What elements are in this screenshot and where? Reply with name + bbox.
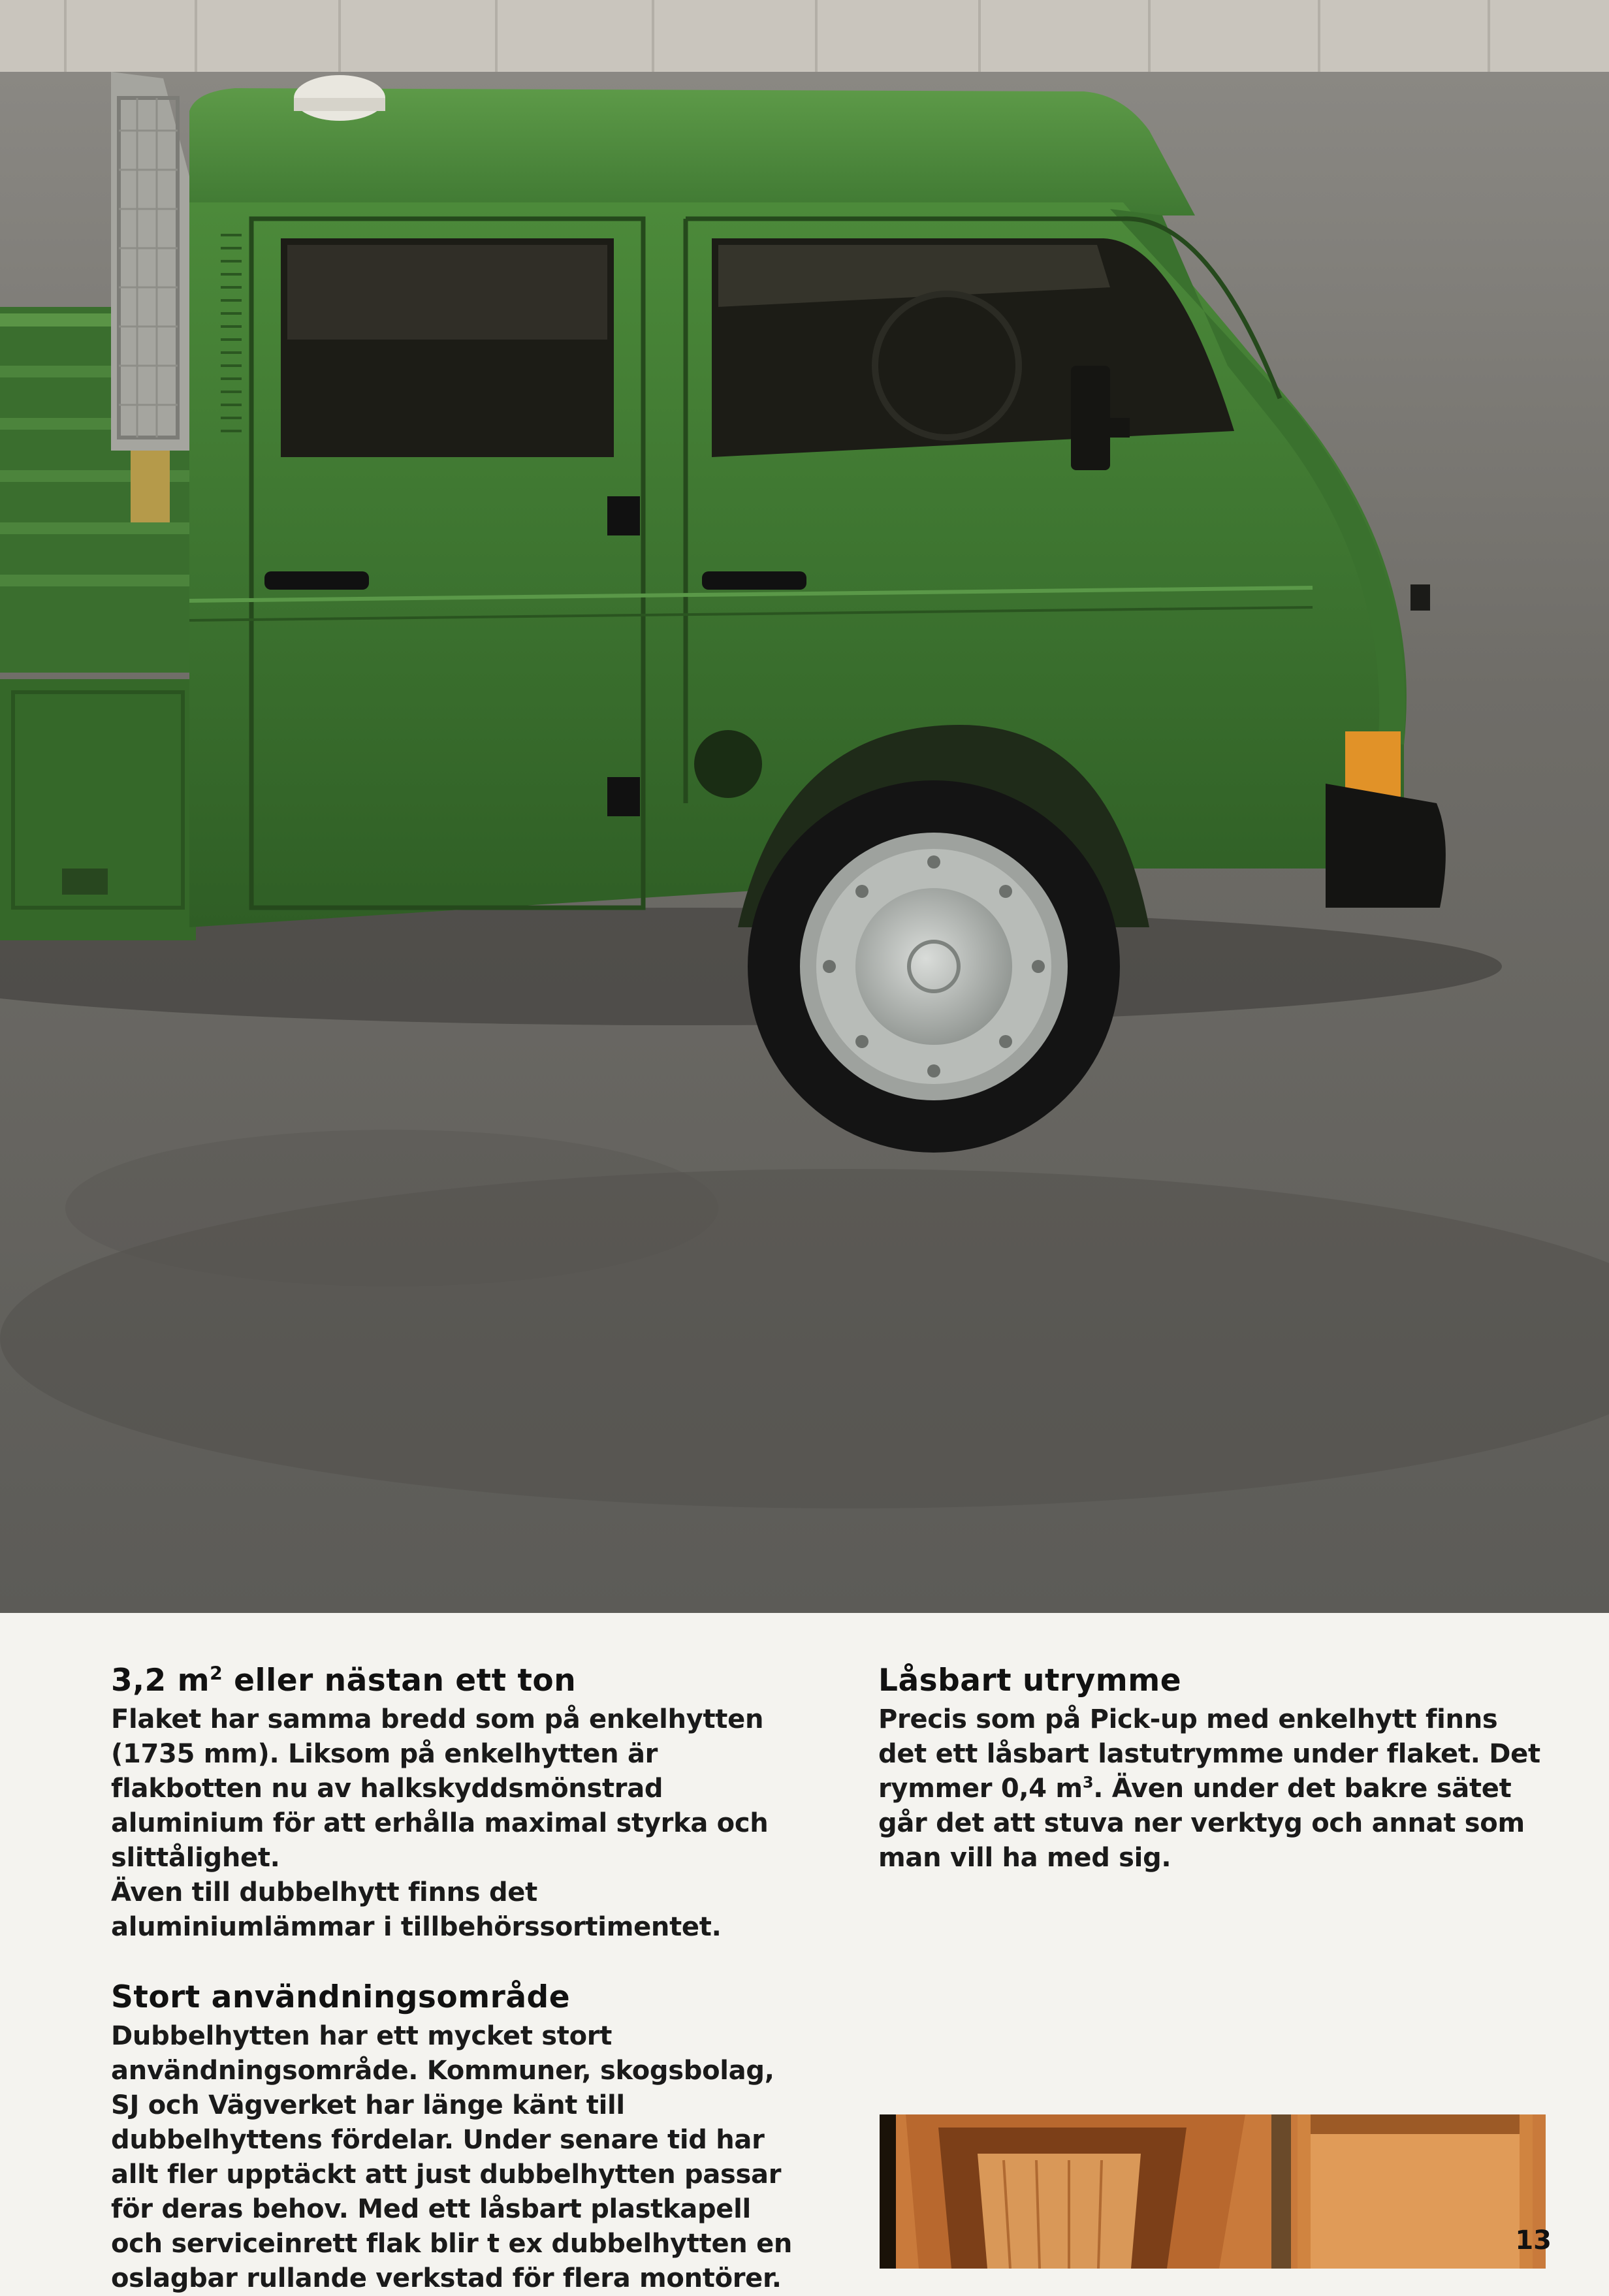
section-usage-paragraph: Dubbelhytten har ett mycket stort användningsområde. Kommuner, skogsbolag, SJ och Vägverket har länge känt till dubbelhyttens fördelar. Under senare tid har allt fler upptäckt att just dubbelhytten passar för deras behov. Med ett låsbart plastkapell och serviceinrett flak blir t ex dubbelhytten en oslagbar rullande verkstad för flera montörer. <box>111 2021 793 2293</box>
ladder-rack <box>111 72 189 451</box>
section-usage-title: Stort användningsområde <box>111 1979 571 2015</box>
page-number: 13 <box>1515 2225 1552 2256</box>
storage-compartment-illustration <box>880 2114 1546 2269</box>
section-storage-title: Låsbart utrymme <box>878 1663 1182 1698</box>
section-storage-paragraph: Precis som på Pick-up med enkelhytt finns det ett låsbart lastutrymme under flaket. Det rymmer 0,4 $m^3$. Även under det bakre sätet går det att stuva ner verktyg och annat som man vill ha med sig. <box>878 1704 1540 1873</box>
right-column <box>878 1662 1544 1875</box>
section-capacity-paragraph: Flaket har samma bredd som på enkelhytten (1735 mm). Liksom på enkelhytten är flakbotten nu av halkskyddsmönstrad aluminium för att erhålla maximal styrka och slittålighet. <box>111 1704 769 1873</box>
left-column <box>111 1662 803 2296</box>
section-capacity-title: 3,2 $m^2$ eller nästan ett ton <box>111 1663 577 1698</box>
inset-photo <box>880 2114 1546 2269</box>
section-capacity-paragraph-2: Även till dubbelhytt finns det aluminiumlämmar i tillbehörssortimentet. <box>111 1877 722 1942</box>
